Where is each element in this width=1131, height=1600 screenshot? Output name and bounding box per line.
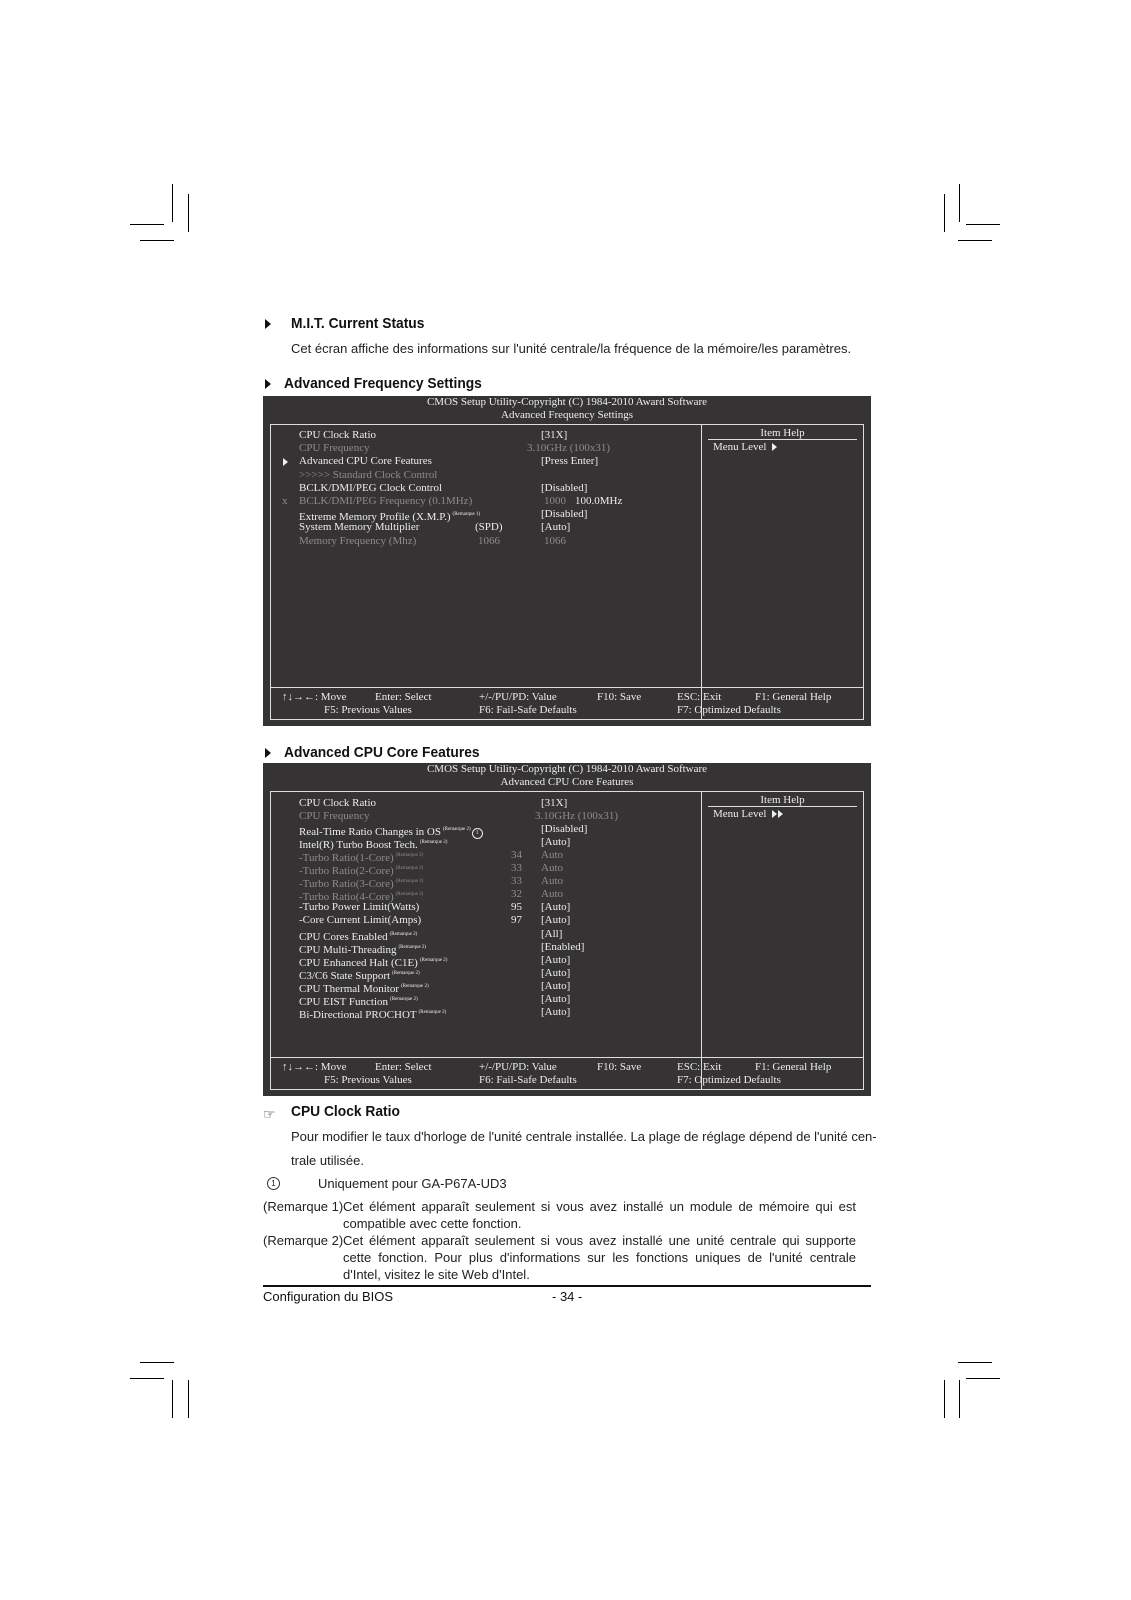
setting-label: -Turbo Ratio(1-Core) $^{(Remarque 2)}$ — [299, 852, 424, 865]
setting-value: 3.10GHz (100x31) — [527, 442, 611, 455]
crop-mark — [966, 224, 1000, 225]
remark-superscript: (Remarque 2) — [395, 892, 424, 898]
bullet-arrow-icon — [265, 319, 271, 329]
setting-value: [Auto] — [541, 914, 571, 927]
key-move: ↑↓→←: Move — [282, 1061, 347, 1073]
setting-value: [Auto] — [541, 901, 571, 914]
setting-value: [31X] — [541, 797, 568, 809]
bios-setting-row[interactable] — [271, 823, 701, 839]
bios-setting-row[interactable] — [271, 980, 701, 993]
remark-superscript: (Remarque 2) — [395, 866, 424, 872]
remark-superscript: (Remarque 2) — [401, 983, 429, 989]
section-title-advanced-cpu: Advanced CPU Core Features — [284, 744, 480, 761]
setting-label: -Turbo Ratio(3-Core) $^{(Remarque 2)}$ — [299, 878, 424, 891]
crop-mark — [944, 194, 945, 232]
setting-value: [Auto] — [541, 979, 571, 992]
bios-screen-advanced-cpu — [263, 763, 871, 1096]
bios-setting-row[interactable] — [271, 442, 701, 455]
locked-x-mark: x — [282, 495, 288, 507]
crop-mark — [944, 1380, 945, 1418]
bios-setting-row[interactable] — [271, 521, 701, 534]
setting-value: 1066 — [544, 534, 566, 547]
setting-label: Extreme Memory Profile (X.M.P.) $^{(Remarque 1)}$ — [299, 511, 481, 524]
key-save: F10: Save — [597, 691, 642, 703]
crop-mark — [130, 1378, 164, 1379]
crop-mark — [958, 1362, 992, 1363]
setting-label: System Memory Multiplier — [299, 521, 420, 534]
setting-label: CPU Thermal Monitor $^{(Remarque 2)}$ — [299, 982, 429, 995]
setting-value: Auto — [541, 849, 563, 862]
bios-key-legend — [271, 687, 863, 720]
bios-setting-row[interactable] — [271, 914, 701, 927]
setting-label: C3/C6 State Support $^{(Remarque 2)}$ — [299, 969, 420, 982]
setting-label: -Turbo Ratio(4-Core) $^{(Remarque 2)}$ — [299, 891, 424, 904]
crop-mark — [130, 224, 164, 225]
remark-superscript: (Remarque 2) — [442, 827, 471, 833]
bios-setting-row[interactable] — [271, 928, 701, 941]
setting-label: -Turbo Power Limit(Watts) — [299, 901, 420, 914]
bios-setting-row[interactable] — [271, 875, 701, 891]
setting-value: [Disabled] — [541, 481, 588, 494]
key-help: F1: General Help — [755, 691, 832, 703]
bios-setting-row[interactable] — [271, 993, 701, 1006]
bios-setting-row[interactable] — [271, 455, 701, 468]
bios-screen-advanced-frequency — [263, 396, 871, 726]
setting-value: [All] — [541, 927, 563, 940]
remark-superscript: (Remarque 2) — [395, 853, 424, 859]
remark-superscript: (Remarque 1) — [452, 512, 481, 518]
key-failsafe: F6: Fail-Safe Defaults — [479, 1074, 577, 1086]
setting-label: -Core Current Limit(Amps) — [299, 914, 422, 927]
setting-label: -Turbo Ratio(2-Core) $^{(Remarque 2)}$ — [299, 865, 424, 878]
remark-superscript: (Remarque 2) — [389, 931, 418, 937]
setting-label: CPU Frequency — [299, 810, 370, 823]
setting-label: BCLK/DMI/PEG Clock Control — [299, 481, 443, 494]
remark-superscript: (Remarque 2) — [419, 957, 448, 963]
note-text: Cet élément apparaît seulement si vous avez installé une unité centrale qui supporte cette fonction. Pour plus d'informations sur les fonctions uniques de l'unité centrale d'Intel, visitez le site Web d'Intel. — [343, 1233, 856, 1282]
bios-setting-row[interactable] — [271, 797, 701, 810]
setting-label: CPU Multi-Threading $^{(Remarque 2)}$ — [299, 943, 427, 956]
setting-value: [Enabled] — [541, 940, 585, 953]
crop-mark — [172, 1380, 173, 1418]
setting-value: [Auto] — [541, 953, 571, 966]
footer-chapter: Configuration du BIOS — [263, 1289, 394, 1304]
key-optimized: F7: Optimized Defaults — [677, 1074, 781, 1086]
setting-number: 95 — [511, 901, 522, 914]
crop-mark — [958, 240, 992, 241]
crop-mark — [966, 1378, 1000, 1379]
bios-setting-row[interactable] — [271, 901, 701, 914]
crop-mark — [188, 1380, 189, 1418]
setting-value: [Disabled] — [541, 508, 588, 521]
setting-source: (SPD) — [475, 521, 503, 534]
crop-mark — [959, 1380, 960, 1418]
key-enter: Enter: Select — [375, 691, 432, 703]
setting-value: [Disabled] — [541, 823, 588, 836]
remark-superscript: (Remarque 2) — [398, 944, 427, 950]
setting-value: [Auto] — [541, 1005, 571, 1018]
bios-setting-row[interactable] — [271, 469, 701, 482]
key-enter: Enter: Select — [375, 1061, 432, 1073]
menu-level-arrow-icon — [772, 443, 777, 451]
section-title-mit-status: M.I.T. Current Status — [291, 315, 425, 332]
bios-setting-row[interactable] — [271, 954, 701, 967]
setting-value: [Auto] — [541, 836, 571, 849]
setting-label: Bi-Directional PROCHOT $^{(Remarque 2)}$ — [299, 1008, 447, 1021]
setting-label: Advanced CPU Core Features — [299, 455, 432, 468]
bios-title-copyright: CMOS Setup Utility-Copyright (C) 1984-2010 Award Software — [426, 396, 708, 408]
footer-rule — [263, 1285, 871, 1287]
setting-value: Auto — [541, 888, 563, 901]
crop-mark — [140, 240, 174, 241]
bios-setting-row[interactable] — [271, 429, 701, 442]
setting-value: [Auto] — [541, 966, 571, 979]
section-text-line1: Pour modifier le taux d'horloge de l'unité centrale installée. La plage de réglage dépend de l'unité cen- — [291, 1129, 877, 1144]
setting-value: [Auto] — [541, 521, 571, 534]
menu-level-arrow-icon — [778, 810, 783, 818]
setting-label: >>>>> Standard Clock Control — [299, 468, 438, 481]
setting-number: 33 — [511, 862, 522, 875]
bios-setting-row[interactable] — [271, 888, 701, 904]
bios-setting-row[interactable] — [271, 836, 701, 852]
setting-value: 1000 — [544, 495, 566, 507]
section-text-line2: trale utilisée. — [291, 1153, 364, 1168]
setting-number: 34 — [511, 849, 522, 862]
bios-setting-row[interactable] — [271, 495, 701, 508]
note-remarque-2 — [263, 1232, 871, 1283]
setting-number: 33 — [511, 875, 522, 888]
key-move: ↑↓→←: Move — [282, 691, 347, 703]
key-exit: ESC: Exit — [677, 691, 722, 703]
crop-mark — [172, 184, 173, 222]
bios-setting-row[interactable] — [271, 535, 701, 548]
setting-label: CPU EIST Function $^{(Remarque 2)}$ — [299, 995, 418, 1008]
key-exit: ESC: Exit — [677, 1061, 722, 1073]
item-help-title: Item Help — [708, 427, 857, 440]
key-optimized: F7: Optimized Defaults — [677, 704, 781, 716]
note-text: Cet élément apparaît seulement si vous avez installé un module de mémoire qui est compatible avec cette fonction. — [343, 1199, 856, 1231]
setting-value: Auto — [541, 875, 563, 888]
key-save: F10: Save — [597, 1061, 642, 1073]
setting-value: [31X] — [541, 429, 568, 441]
bios-title-page: Advanced Frequency Settings — [501, 409, 633, 421]
bios-setting-row[interactable] — [271, 1006, 701, 1019]
remark-superscript: (Remarque 2) — [390, 996, 418, 1002]
section-title-cpu-clock-ratio: CPU Clock Ratio — [291, 1103, 400, 1120]
setting-label: CPU Enhanced Halt (C1E) $^{(Remarque 2)}$ — [299, 956, 448, 969]
setting-source: 1066 — [478, 534, 500, 547]
item-help-title: Item Help — [708, 794, 857, 807]
bios-setting-row[interactable] — [271, 849, 701, 865]
setting-value: Auto — [541, 862, 563, 875]
setting-label: BCLK/DMI/PEG Frequency (0.1MHz) — [299, 495, 473, 507]
key-value: +/-/PU/PD: Value — [479, 691, 557, 703]
crop-mark — [188, 194, 189, 232]
note-model-only — [263, 1175, 871, 1192]
key-previous: F5: Previous Values — [324, 1074, 412, 1086]
setting-number: 97 — [511, 914, 522, 927]
note-remarque-1 — [263, 1198, 871, 1232]
remark-superscript: (Remarque 2) — [392, 970, 420, 976]
setting-value: [Auto] — [541, 992, 571, 1005]
submenu-arrow-icon — [283, 458, 288, 466]
setting-label: CPU Cores Enabled $^{(Remarque 2)}$ — [299, 930, 418, 943]
circled-number-icon: 1 — [472, 828, 483, 839]
menu-level-label: Menu Level — [713, 441, 777, 453]
setting-label: CPU Clock Ratio — [299, 429, 377, 441]
remark-superscript: (Remarque 2) — [395, 879, 424, 885]
bios-title-page: Advanced CPU Core Features — [500, 776, 634, 788]
bios-setting-row[interactable] — [271, 941, 701, 954]
setting-number: 32 — [511, 888, 522, 901]
crop-mark — [959, 184, 960, 222]
remark-superscript: (Remarque 2) — [418, 1009, 447, 1015]
setting-value: 3.10GHz (100x31) — [535, 810, 619, 823]
key-failsafe: F6: Fail-Safe Defaults — [479, 704, 577, 716]
bios-title-copyright: CMOS Setup Utility-Copyright (C) 1984-2010 Award Software — [426, 763, 708, 775]
bios-setting-row[interactable] — [271, 482, 701, 495]
key-value: +/-/PU/PD: Value — [479, 1061, 557, 1073]
setting-value: [Press Enter] — [541, 455, 599, 468]
bullet-arrow-icon — [265, 748, 271, 758]
bios-setting-row[interactable] — [271, 967, 701, 980]
pointing-hand-icon: ☞ — [263, 1106, 276, 1122]
setting-label: Memory Frequency (Mhz) — [299, 534, 417, 547]
circled-number-icon: 1 — [267, 1177, 280, 1190]
bios-setting-row[interactable] — [271, 810, 701, 823]
remark-superscript: (Remarque 2) — [419, 840, 448, 846]
bios-setting-row[interactable] — [271, 508, 701, 524]
setting-label: Intel(R) Turbo Boost Tech. $^{(Remarque 2)}$ — [299, 839, 448, 852]
setting-value-secondary: 100.0MHz — [575, 495, 623, 507]
menu-level-arrow-icon — [772, 810, 777, 818]
note-tag: (Remarque 2) — [263, 1233, 344, 1248]
setting-label: CPU Frequency — [299, 442, 370, 455]
key-previous: F5: Previous Values — [324, 704, 412, 716]
crop-mark — [140, 1362, 174, 1363]
note-tag: (Remarque 1) — [263, 1199, 344, 1214]
section-title-advanced-frequency: Advanced Frequency Settings — [284, 375, 482, 392]
setting-label: Real-Time Ratio Changes in OS $^{(Remarque 2)}$1 — [299, 823, 483, 839]
bullet-arrow-icon — [265, 379, 271, 389]
section-text-mit-status: Cet écran affiche des informations sur l'unité centrale/la fréquence de la mémoire/les paramètres. — [291, 341, 852, 356]
note-model-text: Uniquement pour GA-P67A-UD3 — [318, 1176, 507, 1191]
menu-level-label: Menu Level — [713, 808, 783, 820]
setting-label: CPU Clock Ratio — [299, 797, 377, 809]
key-help: F1: General Help — [755, 1061, 832, 1073]
bios-setting-row[interactable] — [271, 862, 701, 878]
page-number: - 34 - — [552, 1289, 583, 1304]
bios-key-legend — [271, 1057, 863, 1090]
